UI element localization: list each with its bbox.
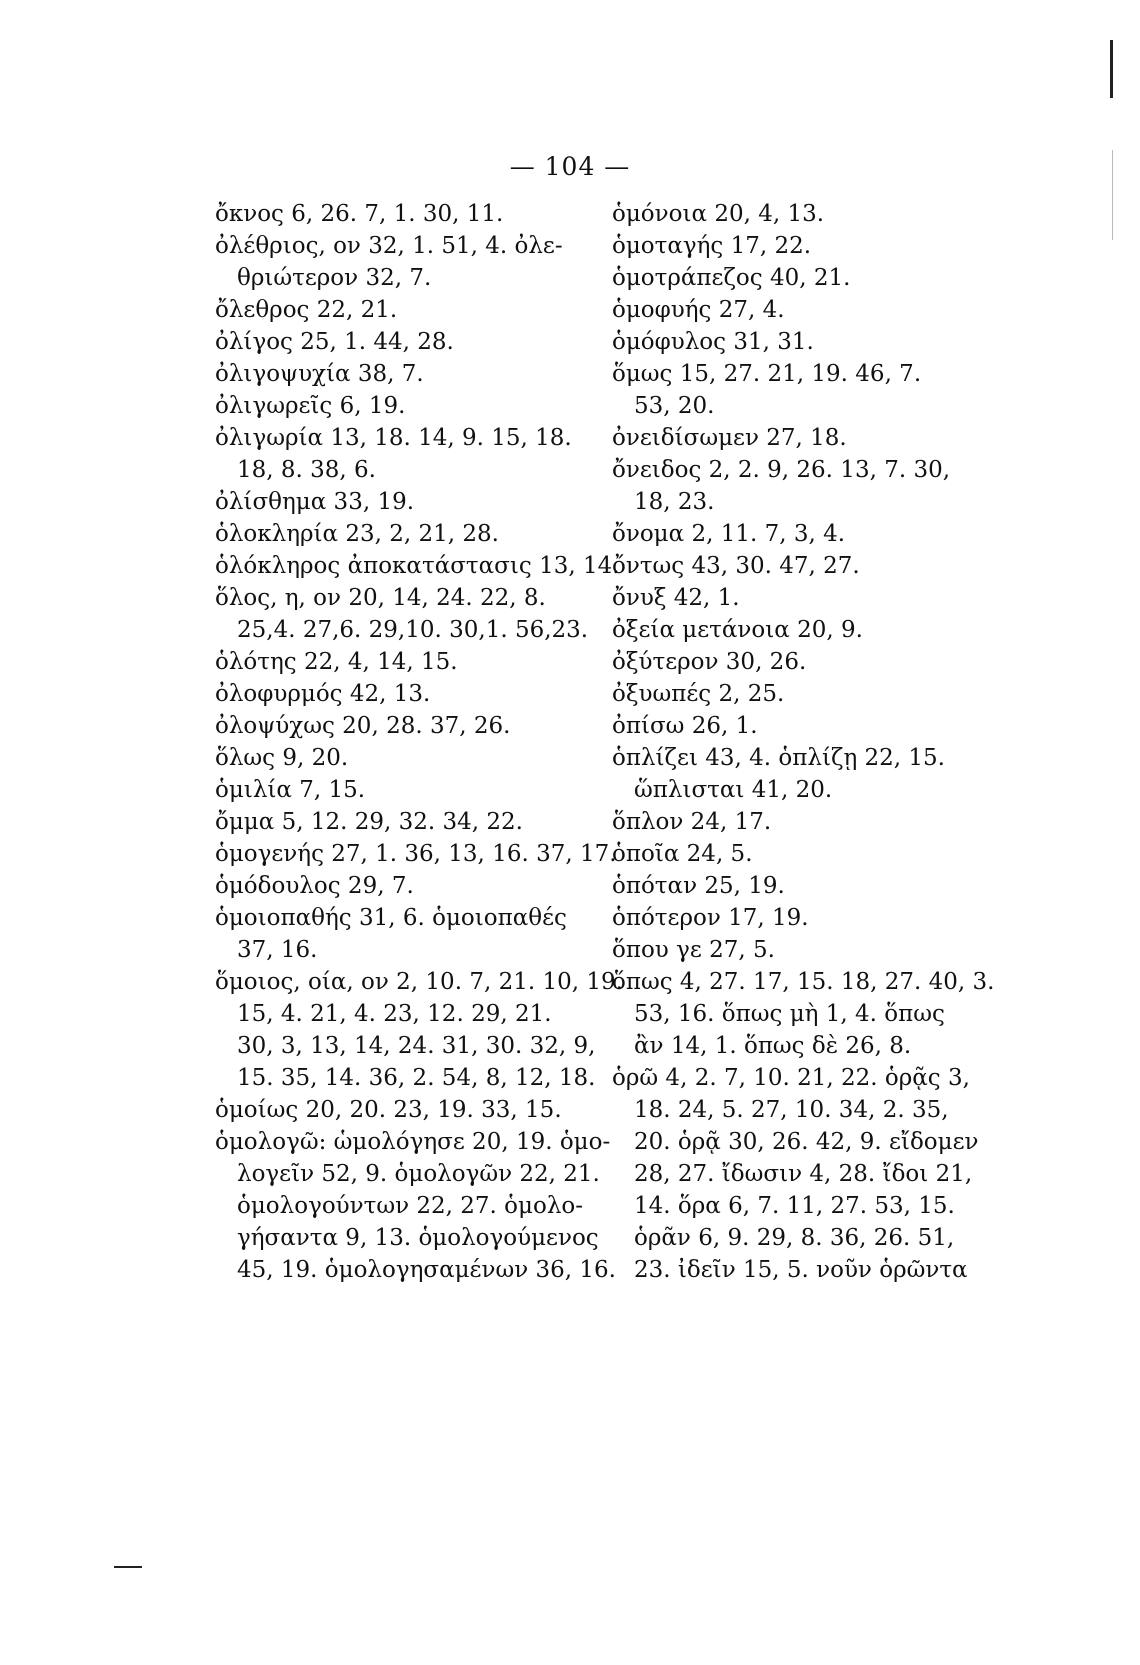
index-entry: 23. ἰδεῖν 15, 5. νοῦν ὁρῶντα (634, 1257, 968, 1283)
index-entry: ὁμοφυής 27, 4. (612, 297, 785, 323)
index-entry: ὀξύτερον 30, 26. (612, 649, 807, 675)
index-entry: ὀλιγωρία 13, 18. 14, 9. 15, 18. (215, 425, 572, 451)
index-entry: ὅπως 4, 27. 17, 15. 18, 27. 40, 3. (612, 969, 995, 995)
index-entry: 18, 8. 38, 6. (237, 457, 376, 483)
index-entry: ὁλόκληρος ἀποκατάστασις 13, 14. (215, 553, 620, 579)
index-entry: ὁμοιοπαθής 31, 6. ὁμοιοπαθές (215, 905, 567, 931)
index-entry: ὁμολογῶ: ὡμολόγησε 20, 19. ὁμο- (215, 1129, 611, 1155)
index-entry: ὁμόδουλος 29, 7. (215, 873, 414, 899)
index-entry: ὄμμα 5, 12. 29, 32. 34, 22. (215, 809, 523, 835)
index-entry: ὀξεία μετάνοια 20, 9. (612, 617, 863, 643)
index-entry: ὁλοκληρία 23, 2, 21, 28. (215, 521, 499, 547)
index-entry: ὁμοίως 20, 20. 23, 19. 33, 15. (215, 1097, 562, 1123)
index-entry: ὁμόνοια 20, 4, 13. (612, 201, 825, 227)
index-entry: 18, 23. (634, 489, 715, 515)
index-entry: ὄνειδος 2, 2. 9, 26. 13, 7. 30, (612, 457, 951, 483)
index-entry: ὅπλον 24, 17. (612, 809, 772, 835)
index-entry: λογεῖν 52, 9. ὁμολογῶν 22, 21. (237, 1161, 600, 1187)
index-entry: ὀνειδίσωμεν 27, 18. (612, 425, 847, 451)
index-entry: ὁπόταν 25, 19. (612, 873, 785, 899)
index-entry: ὀλίγος 25, 1. 44, 28. (215, 329, 454, 355)
index-entry: ὁμόφυλος 31, 31. (612, 329, 814, 355)
index-entry: 45, 19. ὁμολογησαμένων 36, 16. (237, 1257, 616, 1283)
index-entry: 15, 4. 21, 4. 23, 12. 29, 21. (237, 1001, 552, 1027)
index-entry: ὁποῖα 24, 5. (612, 841, 753, 867)
index-entry: 37, 16. (237, 937, 318, 963)
edge-mark (1110, 40, 1113, 98)
index-entry: ὄκνος 6, 26. 7, 1. 30, 11. (215, 201, 504, 227)
index-entry: ὅλος, η, ον 20, 14, 24. 22, 8. (215, 585, 546, 611)
index-entry: ὁπλίζει 43, 4. ὁπλίζῃ 22, 15. (612, 745, 945, 771)
index-entry: ὁμογενής 27, 1. 36, 13, 16. 37, 17. (215, 841, 617, 867)
index-entry: ὁμολογούντων 22, 27. ὁμολο- (237, 1193, 584, 1219)
index-entry: ὅπου γε 27, 5. (612, 937, 775, 963)
index-entry: ὅλως 9, 20. (215, 745, 349, 771)
index-entry: ὁρᾶν 6, 9. 29, 8. 36, 26. 51, (634, 1225, 955, 1251)
index-entry: ὁμοτράπεζος 40, 21. (612, 265, 851, 291)
right-column (612, 198, 995, 1286)
index-entry: ὅμοιος, οία, ον 2, 10. 7, 21. 10, 19. (215, 969, 623, 995)
index-entry: 53, 20. (634, 393, 715, 419)
index-entry: ὁμιλία 7, 15. (215, 777, 366, 803)
index-entry: ὄντως 43, 30. 47, 27. (612, 553, 860, 579)
index-entry: 30, 3, 13, 14, 24. 31, 30. 32, 9, (237, 1033, 596, 1059)
index-entry: ὀλιγοψυχία 38, 7. (215, 361, 424, 387)
index-entry: 53, 16. ὅπως μὴ 1, 4. ὅπως (634, 1001, 945, 1027)
left-column (215, 198, 623, 1286)
index-entry: ὄνομα 2, 11. 7, 3, 4. (612, 521, 846, 547)
index-entry: ὀλιγωρεῖς 6, 19. (215, 393, 406, 419)
index-entry: ὄλεθρος 22, 21. (215, 297, 398, 323)
index-entry: ὀλίσθημα 33, 19. (215, 489, 415, 515)
index-entry: 18. 24, 5. 27, 10. 34, 2. 35, (634, 1097, 949, 1123)
index-entry: ὁρῶ 4, 2. 7, 10. 21, 22. ὁρᾷς 3, (612, 1065, 970, 1091)
index-entry: ὀλοφυρμός 42, 13. (215, 681, 431, 707)
dash-mark (114, 1566, 142, 1568)
index-entry: 25,4. 27,6. 29,10. 30,1. 56,23. (237, 617, 589, 643)
index-entry: ὀλέθριος, ον 32, 1. 51, 4. ὀλε- (215, 233, 563, 259)
index-entry: ὁμοταγής 17, 22. (612, 233, 812, 259)
index-entry: ὀπίσω 26, 1. (612, 713, 758, 739)
index-entry: 20. ὁρᾷ 30, 26. 42, 9. εἴδομεν (634, 1129, 979, 1155)
index-entry: ὄνυξ 42, 1. (612, 585, 740, 611)
index-entry: γήσαντα 9, 13. ὁμολογούμενος (237, 1225, 599, 1251)
index-entry: ὁπότερον 17, 19. (612, 905, 809, 931)
index-entry: ὅμως 15, 27. 21, 19. 46, 7. (612, 361, 922, 387)
index-entry: 15. 35, 14. 36, 2. 54, 8, 12, 18. (237, 1065, 596, 1091)
index-entry: ὀλοψύχως 20, 28. 37, 26. (215, 713, 511, 739)
index-entry: 14. ὅρα 6, 7. 11, 27. 53, 15. (634, 1193, 955, 1219)
index-entry: ἂν 14, 1. ὅπως δὲ 26, 8. (634, 1033, 912, 1059)
index-entry: ὥπλισται 41, 20. (634, 777, 833, 803)
index-entry: ὁλότης 22, 4, 14, 15. (215, 649, 458, 675)
index-entry: 28, 27. ἴδωσιν 4, 28. ἴδοι 21, (634, 1161, 973, 1187)
page-number: — 104 — (509, 152, 631, 181)
index-entry: θριώτερον 32, 7. (237, 265, 432, 291)
index-entry: ὀξυωπές 2, 25. (612, 681, 785, 707)
